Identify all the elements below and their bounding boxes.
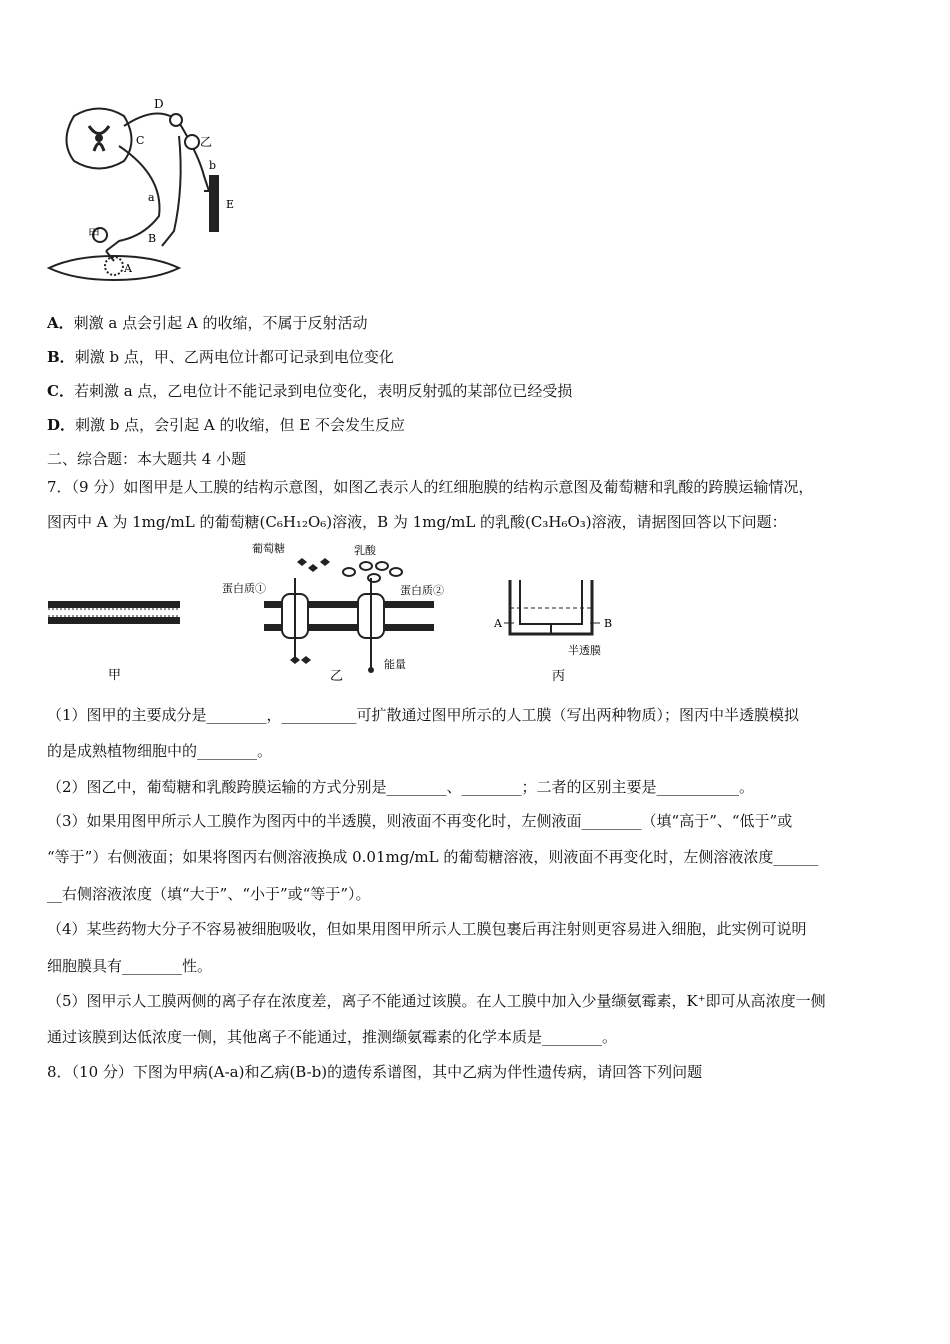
label-B: B xyxy=(148,232,157,245)
label-energy: 能量 xyxy=(384,658,406,671)
q7-p3a: （3）如果用图甲所示人工膜作为图丙中的半透膜，则液面不再变化时，左侧液面________（填“高于”、“低于”或 xyxy=(47,812,793,830)
option-b: B．刺激 b 点，甲、乙两电位计都可记录到电位变化 xyxy=(47,348,394,366)
label-lactate: 乳酸 xyxy=(354,544,376,557)
membrane-figure xyxy=(44,538,644,688)
label-E: E xyxy=(226,198,235,211)
label-A-bing: A xyxy=(494,617,502,630)
label-C: C xyxy=(136,134,145,147)
label-jia: 甲 xyxy=(88,227,101,241)
q7-p4a: （4）某些药物大分子不容易被细胞吸收，但如果用图甲所示人工膜包裹后再注射则更容易进入细胞，此实例可说明 xyxy=(47,920,807,938)
q8-stem: 8．（10 分）下图为甲病(A-a)和乙病(B-b)的遗传系谱图，其中乙病为伴性遗传病，请回答下列问题 xyxy=(47,1063,703,1081)
option-c: C．若刺激 a 点，乙电位计不能记录到电位变化，表明反射弧的某部位已经受损 xyxy=(47,382,573,400)
reflex-arc-figure xyxy=(44,96,244,286)
q7-p2: （2）图乙中，葡萄糖和乳酸跨膜运输的方式分别是________、________；二者的区别主要是___________。 xyxy=(47,778,755,796)
label-yi: 乙 xyxy=(200,135,213,149)
label-bing-fig: 丙 xyxy=(552,669,566,684)
q7-p3c: __右侧溶液浓度（填“大于”、“小于”或“等于”）。 xyxy=(47,885,371,903)
label-a: a xyxy=(148,191,155,204)
section-title: 二、综合题：本大题共 4 小题 xyxy=(47,450,247,468)
q7-p3b: “等于”）右侧液面；如果将图丙右侧溶液换成 0.01mg/mL 的葡萄糖溶液，则液面不再变化时，左侧溶液浓度______ xyxy=(47,848,819,866)
q7-stem-1: 7．（9 分）如图甲是人工膜的结构示意图，如图乙表示人的红细胞膜的结构示意图及葡萄糖和乳酸的跨膜运输情况， xyxy=(47,478,814,496)
label-glucose: 葡萄糖 xyxy=(252,542,285,555)
option-d: D．刺激 b 点，会引起 A 的收缩，但 E 不会发生反应 xyxy=(47,416,406,434)
q7-p5b: 通过该膜到达低浓度一侧，其他离子不能通过，推测缬氨霉素的化学本质是________。 xyxy=(47,1028,618,1046)
label-yi-fig: 乙 xyxy=(330,669,344,684)
label-membrane: 半透膜 xyxy=(568,644,601,657)
label-protein2: 蛋白质② xyxy=(400,584,444,597)
q7-p1a: （1）图甲的主要成分是________，__________可扩散通过图甲所示的人工膜（写出两种物质）；图丙中半透膜模拟 xyxy=(47,706,800,724)
q7-p1b: 的是成熟植物细胞中的________。 xyxy=(47,742,273,760)
label-protein1: 蛋白质① xyxy=(222,582,266,595)
label-b: b xyxy=(209,159,217,172)
label-A: A xyxy=(124,262,132,275)
q7-stem-2: 图丙中 A 为 1mg/mL 的葡萄糖(C₆H₁₂O₆)溶液，B 为 1mg/mL 的乳酸(C₃H₆O₃)溶液，请据图回答以下问题： xyxy=(47,513,787,531)
label-jia-fig: 甲 xyxy=(108,668,122,683)
q7-p5a: （5）图甲示人工膜两侧的离子存在浓度差，离子不能通过该膜。在人工膜中加入少量缬氨霉素，K⁺即可从高浓度一侧 xyxy=(47,992,826,1010)
option-a: A．刺激 a 点会引起 A 的收缩，不属于反射活动 xyxy=(47,314,368,332)
label-B-bing: B xyxy=(604,617,613,630)
label-D: D xyxy=(154,97,164,111)
q7-p4b: 细胞膜具有________性。 xyxy=(47,957,213,975)
